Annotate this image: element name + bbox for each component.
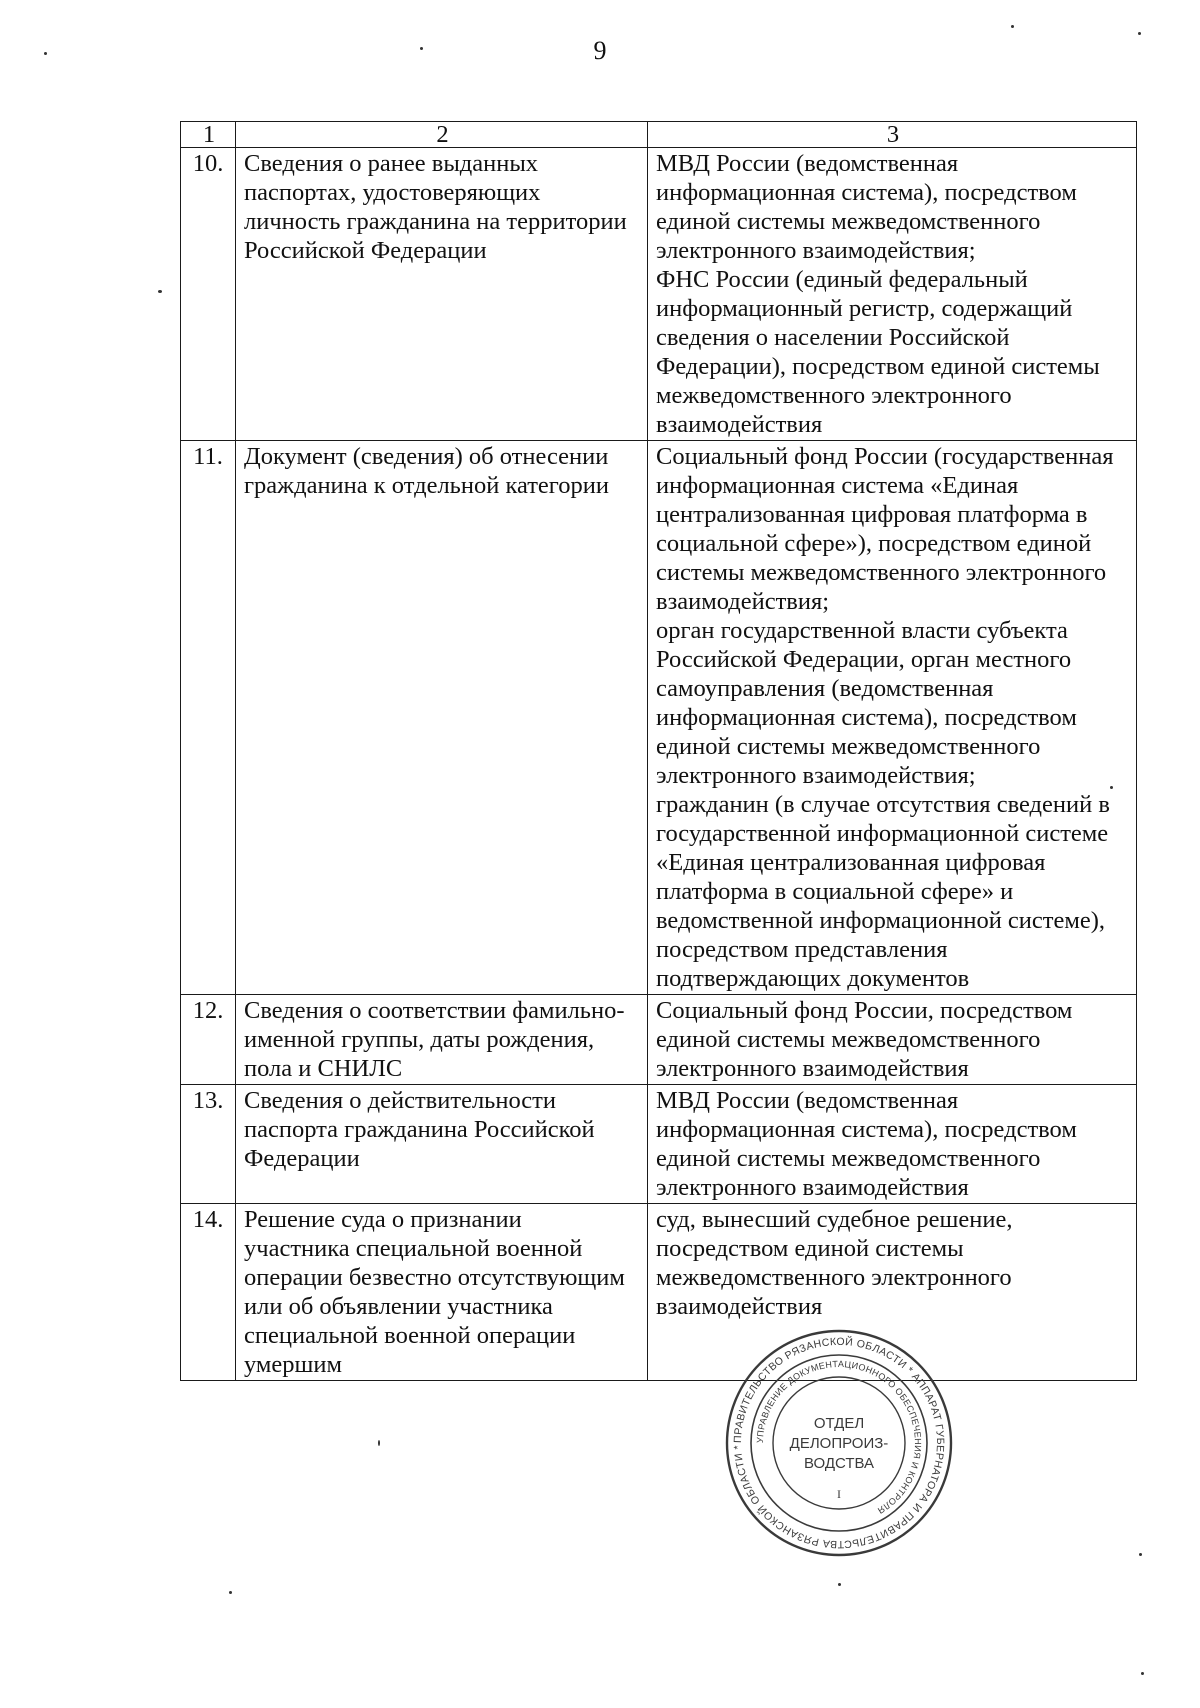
row-source: суд, вынесший судебное решение, посредством единой системы межведомственного электронного взаимодействия [648, 1204, 1137, 1381]
row-number: 13. [181, 1085, 236, 1204]
scan-speck [158, 290, 162, 293]
row-document: Сведения о ранее выданных паспортах, удостоверяющих личность гражданина на территории Российской Федерации [236, 148, 648, 441]
scan-speck [420, 47, 423, 50]
scan-speck [1141, 1672, 1144, 1675]
stamp-center-line-1: ОТДЕЛ [813, 1415, 865, 1432]
column-header-number: 1 [181, 122, 236, 148]
stamp-outer-text: ПРАВИТЕЛЬСТВО РЯЗАНСКОЙ ОБЛАСТИ * АППАРАТ ГУБЕРНАТОРА И ПРАВИТЕЛЬСТВА РЯЗАНСКОЙ ОБЛАСТИ * [731, 1335, 947, 1551]
scan-speck [1138, 32, 1141, 35]
row-source: Социальный фонд России (государственная информационная система «Единая централизованная цифровая платформа в социальной сфере»), посредством единой системы межведомственного электронного взаимодействия; орган государственной власти субъекта Российской Федерации, орган местного самоуправления (ведомственная информационная система), посредством единой системы межведомственного электронного взаимодействия; гражданин (в случае отсутствия сведений в государственной информационной системе «Единая централизованная цифровая платформа в социальной сфере» и ведомственной информационной системе), посредством представления подтверждающих документов [648, 441, 1137, 995]
row-source: Социальный фонд России, посредством единой системы межведомственного электронного взаимодействия [648, 995, 1137, 1085]
stamp-mark: I [837, 1487, 841, 1501]
scan-speck [1139, 1553, 1142, 1556]
row-source: МВД России (ведомственная информационная система), посредством единой системы межведомственного электронного взаимодействия [648, 1085, 1137, 1204]
row-number: 11. [181, 441, 236, 995]
stamp-center-line-2: ДЕЛОПРОИЗ- [789, 1435, 889, 1452]
office-stamp [724, 1328, 954, 1558]
stamp-inner-text: УПРАВЛЕНИЕ ДОКУМЕНТАЦИОННОГО ОБЕСПЕЧЕНИЯ И КОНТРОЛЯ [754, 1358, 924, 1516]
row-document: Сведения о соответствии фамильно- именной группы, даты рождения, пола и СНИЛС [236, 995, 648, 1085]
row-number: 12. [181, 995, 236, 1085]
table-row [181, 1204, 1137, 1381]
row-number: 14. [181, 1204, 236, 1381]
row-document: Решение суда о признании участника специальной военной операции безвестно отсутствующим или об объявлении участника специальной военной операции умершим [236, 1204, 648, 1381]
row-document: Сведения о действительности паспорта гражданина Российской Федерации [236, 1085, 648, 1204]
page-number: 9 [593, 36, 607, 65]
table-row [181, 441, 1137, 995]
table-row [181, 1085, 1137, 1204]
documents-table [180, 121, 1137, 1381]
row-source: МВД России (ведомственная информационная система), посредством единой системы межведомственного электронного взаимодействия; ФНС России (единый федеральный информационный регистр, содержащий сведения о населении Российской Федерации), посредством единой системы межведомственного электронного взаимодействия [648, 148, 1137, 441]
scan-speck [838, 1583, 841, 1586]
row-document: Документ (сведения) об отнесении гражданина к отдельной категории [236, 441, 648, 995]
table-header-row [181, 122, 1137, 148]
column-header-source: 3 [648, 122, 1137, 148]
scan-speck [1011, 25, 1014, 28]
table-row [181, 148, 1137, 441]
scan-speck [229, 1591, 232, 1594]
scan-speck [44, 52, 47, 55]
row-number: 10. [181, 148, 236, 441]
stamp-center-line-3: ВОДСТВА [803, 1455, 875, 1472]
scan-speck [378, 1440, 380, 1446]
column-header-document: 2 [236, 122, 648, 148]
table-row [181, 995, 1137, 1085]
